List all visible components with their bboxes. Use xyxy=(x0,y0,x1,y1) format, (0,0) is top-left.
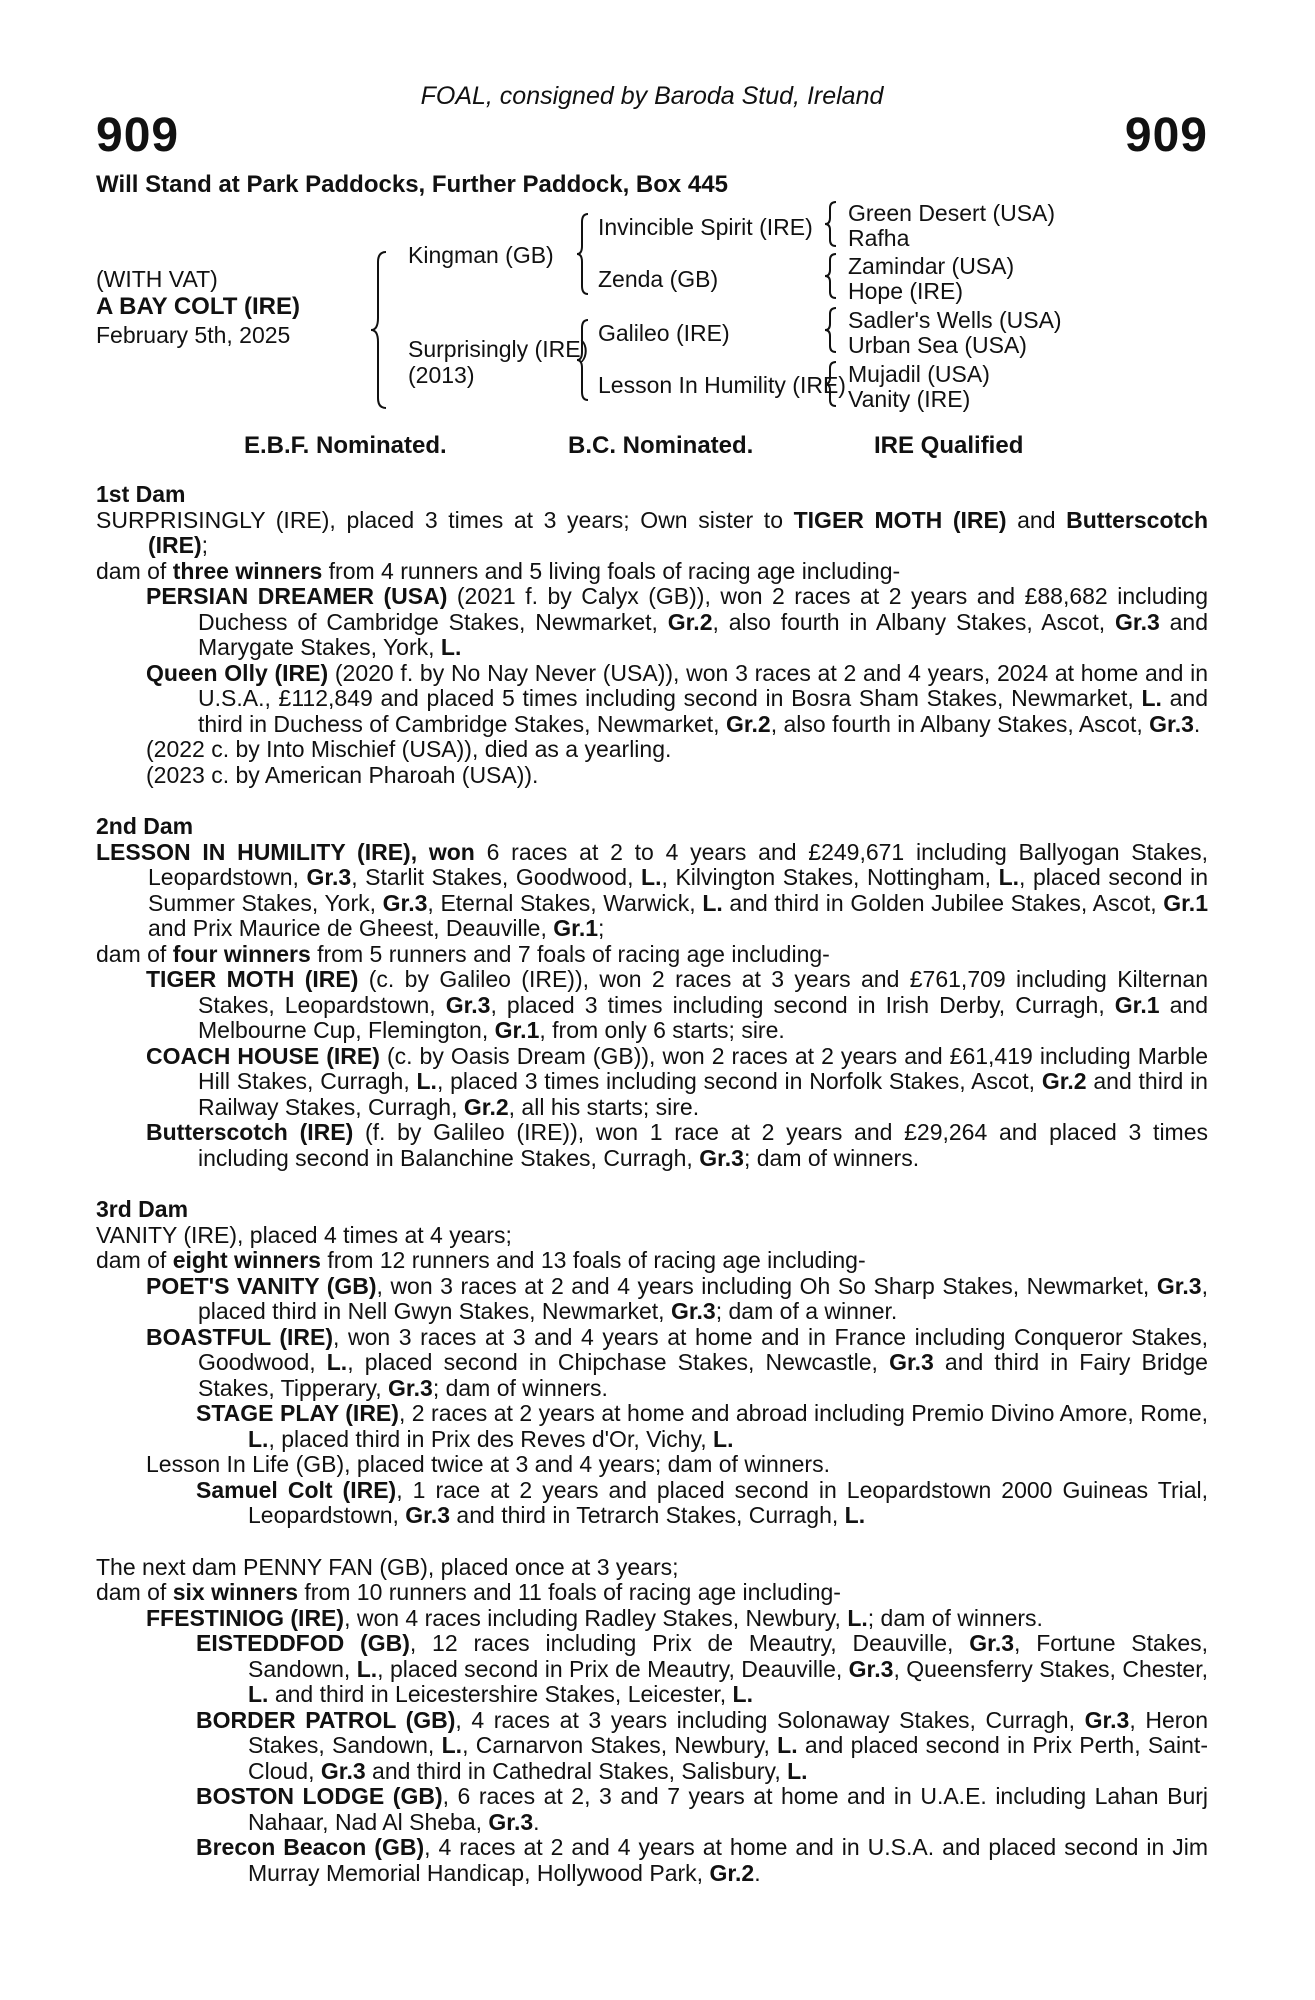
second-dam-intro: LESSON IN HUMILITY (IRE), won 6 races at 2 to 4 years and £249,671 including Ballyogan Stakes, Leopardstown, Gr.3, Starlit Stakes, Goodwood, L., Kilvington Stakes, Nottingham, L., placed second in Summer Stakes, York, Gr.3, Eternal Stakes, Warwick, L. and third in Golden Jubilee Stakes, Ascot, Gr.1 and Prix Maurice de Gheest, Deauville, Gr.1; xyxy=(96,838,1209,941)
first-dam-offspring: PERSIAN DREAMER (USA) (2021 f. by Calyx (GB)), won 2 races at 2 years and £88,682 including Duchess of Cambridge Stakes, Newmarket, Gr.2, also fourth in Albany Stakes, Ascot, Gr.3 and Marygate Stakes, York, L. xyxy=(146,583,1209,660)
first-dam-offspring: (2022 c. by Into Mischief (USA)), died as a yearling. xyxy=(146,736,672,762)
sire: Kingman (GB) xyxy=(408,242,554,268)
first-dam-offspring: (2023 c. by American Pharoah (USA)). xyxy=(146,761,539,788)
next-dam-intro: The next dam PENNY FAN (GB), placed once at 3 years; xyxy=(96,1553,679,1580)
second-dam-offspring: COACH HOUSE (IRE) (c. by Oasis Dream (GB)), won 2 races at 2 years and £61,419 including Marble Hill Stakes, Curragh, L., placed 3 times including second in Norfolk Stakes, Ascot, Gr.2 and third in Railway Stakes, Curragh, Gr.2, all his starts; sire. xyxy=(146,1042,1208,1120)
ebf-nomination: E.B.F. Nominated. xyxy=(244,432,447,459)
next-dam-grand-offspring: EISTEDDFOD (GB), 12 races including Prix de Meautry, Deauville, Gr.3, Fortune Stakes, Sandown, L., placed second in Prix de Meautry, Deauville, Gr.3, Queensferry Stakes, Chester, L. and third in Leicestershire Stakes, Leicester, L. xyxy=(196,1630,1209,1707)
third-dam-grand-offspring: STAGE PLAY (IRE), 2 races at 2 years at home and abroad including Premio Divino Amore, Rome, L., placed third in Prix des Reves d'Or, Vichy, L. xyxy=(196,1400,1208,1452)
lot-number-right: 909 xyxy=(1124,109,1208,162)
stand-location: Will Stand at Park Paddocks, Further Paddock, Box 445 xyxy=(96,171,728,198)
g2: Rafha xyxy=(848,225,910,251)
third-dam-produce: dam of eight winners from 12 runners and 13 foals of racing age including- xyxy=(96,1247,866,1273)
lot-title: A BAY COLT (IRE) xyxy=(96,293,301,320)
pedigree-table xyxy=(96,200,1208,420)
g8: Vanity (IRE) xyxy=(848,386,971,412)
second-dam-produce: dam of four winners from 5 runners and 7 foals of racing age including- xyxy=(96,940,830,967)
g3: Zamindar (USA) xyxy=(848,253,1015,279)
main-brace xyxy=(368,250,390,410)
third-dam-offspring: Lesson In Life (GB), placed twice at 3 and 4 years; dam of winners. xyxy=(146,1451,830,1477)
dam-brace xyxy=(574,318,592,402)
g4: Hope (IRE) xyxy=(848,278,964,304)
vat-note: (WITH VAT) xyxy=(96,266,218,292)
grand-brace-1 xyxy=(822,200,840,248)
next-dam-grand-offspring: BOSTON LODGE (GB), 6 races at 2, 3 and 7 years at home and in U.A.E. including Lahan Burj Nahaar, Nad Al Sheba, Gr.3. xyxy=(196,1783,1209,1835)
dam-sire: Galileo (IRE) xyxy=(598,320,730,346)
second-dam-offspring: TIGER MOTH (IRE) (c. by Galileo (IRE)), won 2 races at 3 years and £761,709 including Kilternan Stakes, Leopardstown, Gr.3, placed 3 times including second in Irish Derby, Curragh, Gr.1 and Melbourne Cup, Flemington, Gr.1, from only 6 starts; sire. xyxy=(146,966,1208,1043)
third-dam-offspring: BOASTFUL (IRE), won 3 races at 3 and 4 years at home and in France including Conqueror Stakes, Goodwood, L., placed second in Chipchase Stakes, Newcastle, Gr.3 and third in Fairy Bridge Stakes, Tipperary, Gr.3; dam of winners. xyxy=(146,1323,1208,1401)
g5: Sadler's Wells (USA) xyxy=(848,307,1062,333)
second-dam-title: 2nd Dam xyxy=(96,813,194,839)
first-dam-intro: SURPRISINGLY (IRE), placed 3 times at 3 years; Own sister to TIGER MOTH (IRE) and Butterscotch (IRE); xyxy=(96,506,1208,558)
g1: Green Desert (USA) xyxy=(848,200,1056,226)
sire-sire: Invincible Spirit (IRE) xyxy=(598,214,813,240)
grand-brace-2 xyxy=(822,252,840,300)
grand-brace-3 xyxy=(822,306,840,354)
next-dam-produce: dam of six winners from 10 runners and 11 foals of racing age including- xyxy=(96,1579,841,1605)
next-dam-grand-offspring: Brecon Beacon (GB), 4 races at 2 and 4 years at home and in U.S.A. and placed second in Jim Murray Memorial Handicap, Hollywood Park, Gr.2. xyxy=(196,1834,1208,1886)
first-dam-produce: dam of three winners from 4 runners and 5 living foals of racing age including- xyxy=(96,557,901,584)
catalogue-body xyxy=(96,482,1208,1886)
next-dam-grand-offspring: BORDER PATROL (GB), 4 races at 3 years including Solonaway Stakes, Curragh, Gr.3, Heron Stakes, Sandown, L., Carnarvon Stakes, Newbury, L. and placed second in Prix Perth, Saint-Cloud, Gr.3 and third in Cathedral Stakes, Salisbury, L. xyxy=(196,1706,1208,1784)
bc-nomination: B.C. Nominated. xyxy=(568,432,754,459)
consignment-line: FOAL, consigned by Baroda Stud, Ireland xyxy=(420,82,884,110)
grand-brace-4 xyxy=(822,360,840,408)
first-dam-offspring: Queen Olly (IRE) (2020 f. by No Nay Never (USA)), won 3 races at 2 and 4 years, 2024 at home and in U.S.A., £112,849 and placed 5 times including second in Bosra Sham Stakes, Newmarket, L. and third in Duchess of Cambridge Stakes, Newmarket, Gr.2, also fourth in Albany Stakes, Ascot, Gr.3. xyxy=(146,659,1209,737)
dam-dam: Lesson In Humility (IRE) xyxy=(598,372,846,398)
third-dam-intro: VANITY (IRE), placed 4 times at 4 years; xyxy=(96,1221,512,1248)
second-dam-offspring: Butterscotch (IRE) (f. by Galileo (IRE)), won 1 race at 2 years and £29,264 and placed 3 times including second in Balanchine Stakes, Curragh, Gr.3; dam of winners. xyxy=(146,1119,1209,1171)
sire-dam: Zenda (GB) xyxy=(598,266,719,292)
dam-year: (2013) xyxy=(408,362,475,388)
first-dam-title: 1st Dam xyxy=(96,481,186,507)
sire-brace xyxy=(574,212,592,296)
next-dam-offspring: FFESTINIOG (IRE), won 4 races including Radley Stakes, Newbury, L.; dam of winners. xyxy=(146,1604,1043,1631)
third-dam-offspring: POET'S VANITY (GB), won 3 races at 2 and 4 years including Oh So Sharp Stakes, Newmarket, Gr.3, placed third in Nell Gwyn Stakes, Newmarket, Gr.3; dam of a winner. xyxy=(146,1272,1208,1324)
foaling-date: February 5th, 2025 xyxy=(96,322,291,348)
lot-number-left: 909 xyxy=(96,109,180,162)
third-dam-title: 3rd Dam xyxy=(96,1196,189,1222)
ire-qualified: IRE Qualified xyxy=(874,432,1024,459)
g7: Mujadil (USA) xyxy=(848,361,990,387)
dam: Surprisingly (IRE) xyxy=(408,336,589,362)
g6: Urban Sea (USA) xyxy=(848,332,1027,358)
third-dam-grand-offspring: Samuel Colt (IRE), 1 race at 2 years and placed second in Leopardstown 2000 Guineas Trial, Leopardstown, Gr.3 and third in Tetrarch Stakes, Curragh, L. xyxy=(196,1476,1209,1528)
